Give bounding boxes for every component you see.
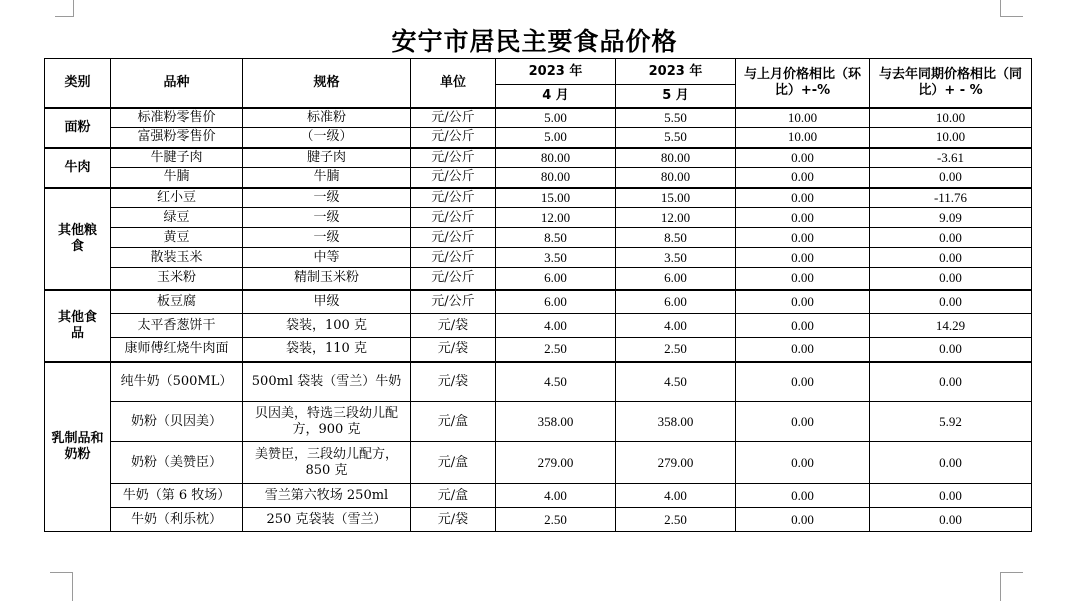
table-row bbox=[45, 402, 1032, 442]
price-apr-cell: 6.00 bbox=[496, 268, 616, 290]
unit-cell: 元/盒 bbox=[411, 484, 496, 508]
price-may-cell: 4.00 bbox=[616, 484, 736, 508]
price-may-cell: 6.00 bbox=[616, 268, 736, 290]
change-yoy-cell: 0.00 bbox=[870, 248, 1032, 268]
item-cell: 绿豆 bbox=[111, 208, 243, 228]
spec-cell: 中等 bbox=[243, 248, 411, 268]
change-yoy-cell: 10.00 bbox=[870, 128, 1032, 148]
change-mom-cell: 0.00 bbox=[736, 228, 870, 248]
unit-cell: 元/公斤 bbox=[411, 248, 496, 268]
change-mom-cell: 0.00 bbox=[736, 508, 870, 532]
item-cell: 牛腩 bbox=[111, 168, 243, 188]
price-apr-cell: 80.00 bbox=[496, 168, 616, 188]
item-cell: 标准粉零售价 bbox=[111, 108, 243, 128]
item-cell: 牛奶（第 6 牧场） bbox=[111, 484, 243, 508]
crop-mark-bottom-right bbox=[1000, 572, 1023, 601]
spec-cell: （一级） bbox=[243, 128, 411, 148]
unit-cell: 元/盒 bbox=[411, 402, 496, 442]
header-category: 类别 bbox=[45, 59, 111, 108]
price-may-cell: 4.00 bbox=[616, 314, 736, 338]
table-row bbox=[45, 148, 1032, 168]
spec-cell: 雪兰第六牧场 250ml bbox=[243, 484, 411, 508]
price-apr-cell: 80.00 bbox=[496, 148, 616, 168]
change-yoy-cell: 0.00 bbox=[870, 362, 1032, 402]
change-mom-cell: 10.00 bbox=[736, 108, 870, 128]
item-cell: 散装玉米 bbox=[111, 248, 243, 268]
change-yoy-cell: 0.00 bbox=[870, 508, 1032, 532]
change-yoy-cell: 0.00 bbox=[870, 442, 1032, 484]
price-may-cell: 2.50 bbox=[616, 338, 736, 362]
header-year-a: 2023 年 bbox=[496, 59, 616, 85]
table-row bbox=[45, 290, 1032, 314]
item-cell: 奶粉（美赞臣） bbox=[111, 442, 243, 484]
spec-cell: 标准粉 bbox=[243, 108, 411, 128]
header-spec: 规格 bbox=[243, 59, 411, 108]
header-item: 品种 bbox=[111, 59, 243, 108]
price-apr-cell: 15.00 bbox=[496, 188, 616, 208]
category-cell: 乳制品和奶粉 bbox=[45, 362, 111, 532]
table-row bbox=[45, 228, 1032, 248]
change-yoy-cell: 5.92 bbox=[870, 402, 1032, 442]
price-apr-cell: 4.00 bbox=[496, 314, 616, 338]
crop-mark-top-left bbox=[55, 0, 74, 17]
spec-cell: 袋装，100 克 bbox=[243, 314, 411, 338]
price-apr-cell: 3.50 bbox=[496, 248, 616, 268]
table-row bbox=[45, 248, 1032, 268]
header-mom: 与上月价格相比（环比）+-% bbox=[736, 59, 870, 108]
change-mom-cell: 0.00 bbox=[736, 208, 870, 228]
price-apr-cell: 279.00 bbox=[496, 442, 616, 484]
change-mom-cell: 0.00 bbox=[736, 248, 870, 268]
spec-cell: 精制玉米粉 bbox=[243, 268, 411, 290]
price-may-cell: 80.00 bbox=[616, 168, 736, 188]
price-may-cell: 5.50 bbox=[616, 108, 736, 128]
price-may-cell: 12.00 bbox=[616, 208, 736, 228]
item-cell: 牛腱子肉 bbox=[111, 148, 243, 168]
item-cell: 太平香葱饼干 bbox=[111, 314, 243, 338]
price-apr-cell: 4.50 bbox=[496, 362, 616, 402]
crop-mark-top-right bbox=[1000, 0, 1023, 17]
unit-cell: 元/袋 bbox=[411, 314, 496, 338]
unit-cell: 元/公斤 bbox=[411, 128, 496, 148]
category-cell: 其他粮食 bbox=[45, 188, 111, 290]
change-mom-cell: 0.00 bbox=[736, 402, 870, 442]
price-table bbox=[44, 58, 1032, 532]
item-cell: 黄豆 bbox=[111, 228, 243, 248]
table-row bbox=[45, 314, 1032, 338]
spec-cell: 美赞臣，三段幼儿配方，850 克 bbox=[243, 442, 411, 484]
unit-cell: 元/公斤 bbox=[411, 268, 496, 290]
spec-cell: 贝因美，特选三段幼儿配方，900 克 bbox=[243, 402, 411, 442]
spec-cell: 一级 bbox=[243, 188, 411, 208]
price-apr-cell: 4.00 bbox=[496, 484, 616, 508]
unit-cell: 元/袋 bbox=[411, 362, 496, 402]
item-cell: 玉米粉 bbox=[111, 268, 243, 290]
item-cell: 牛奶（利乐枕） bbox=[111, 508, 243, 532]
change-mom-cell: 0.00 bbox=[736, 442, 870, 484]
crop-mark-bottom-left bbox=[50, 572, 73, 601]
item-cell: 纯牛奶（500ML） bbox=[111, 362, 243, 402]
change-mom-cell: 0.00 bbox=[736, 314, 870, 338]
unit-cell: 元/公斤 bbox=[411, 168, 496, 188]
category-cell: 其他食品 bbox=[45, 290, 111, 362]
price-apr-cell: 8.50 bbox=[496, 228, 616, 248]
unit-cell: 元/袋 bbox=[411, 338, 496, 362]
change-yoy-cell: -11.76 bbox=[870, 188, 1032, 208]
price-may-cell: 4.50 bbox=[616, 362, 736, 402]
table-row bbox=[45, 362, 1032, 402]
price-may-cell: 3.50 bbox=[616, 248, 736, 268]
header-month-a: 4 月 bbox=[496, 85, 616, 108]
document-title: 安宁市居民主要食品价格 bbox=[391, 27, 678, 56]
table-row bbox=[45, 484, 1032, 508]
price-apr-cell: 2.50 bbox=[496, 508, 616, 532]
price-apr-cell: 12.00 bbox=[496, 208, 616, 228]
header-month-b: 5 月 bbox=[616, 85, 736, 108]
change-yoy-cell: 0.00 bbox=[870, 338, 1032, 362]
unit-cell: 元/盒 bbox=[411, 442, 496, 484]
change-yoy-cell: -3.61 bbox=[870, 148, 1032, 168]
change-mom-cell: 0.00 bbox=[736, 290, 870, 314]
change-yoy-cell: 0.00 bbox=[870, 268, 1032, 290]
spec-cell: 袋装，110 克 bbox=[243, 338, 411, 362]
price-may-cell: 358.00 bbox=[616, 402, 736, 442]
header-unit: 单位 bbox=[411, 59, 496, 108]
table-row bbox=[45, 168, 1032, 188]
spec-cell: 500ml 袋装（雪兰）牛奶 bbox=[243, 362, 411, 402]
change-mom-cell: 0.00 bbox=[736, 148, 870, 168]
price-apr-cell: 5.00 bbox=[496, 108, 616, 128]
spec-cell: 一级 bbox=[243, 228, 411, 248]
table-row bbox=[45, 188, 1032, 208]
unit-cell: 元/公斤 bbox=[411, 208, 496, 228]
unit-cell: 元/袋 bbox=[411, 508, 496, 532]
change-mom-cell: 0.00 bbox=[736, 484, 870, 508]
unit-cell: 元/公斤 bbox=[411, 108, 496, 128]
price-may-cell: 6.00 bbox=[616, 290, 736, 314]
table-row bbox=[45, 338, 1032, 362]
spec-cell: 牛腩 bbox=[243, 168, 411, 188]
change-mom-cell: 0.00 bbox=[736, 362, 870, 402]
price-may-cell: 2.50 bbox=[616, 508, 736, 532]
change-yoy-cell: 0.00 bbox=[870, 228, 1032, 248]
category-cell: 牛肉 bbox=[45, 148, 111, 188]
price-apr-cell: 2.50 bbox=[496, 338, 616, 362]
change-yoy-cell: 10.00 bbox=[870, 108, 1032, 128]
spec-cell: 甲级 bbox=[243, 290, 411, 314]
change-yoy-cell: 14.29 bbox=[870, 314, 1032, 338]
item-cell: 富强粉零售价 bbox=[111, 128, 243, 148]
item-cell: 红小豆 bbox=[111, 188, 243, 208]
spec-cell: 腱子肉 bbox=[243, 148, 411, 168]
price-may-cell: 8.50 bbox=[616, 228, 736, 248]
change-mom-cell: 0.00 bbox=[736, 188, 870, 208]
change-mom-cell: 0.00 bbox=[736, 168, 870, 188]
unit-cell: 元/公斤 bbox=[411, 290, 496, 314]
header-yoy: 与去年同期价格相比（同比）+ - % bbox=[870, 59, 1032, 108]
spec-cell: 一级 bbox=[243, 208, 411, 228]
header-year-b: 2023 年 bbox=[616, 59, 736, 85]
change-yoy-cell: 9.09 bbox=[870, 208, 1032, 228]
category-cell: 面粉 bbox=[45, 108, 111, 148]
item-cell: 板豆腐 bbox=[111, 290, 243, 314]
table-row bbox=[45, 268, 1032, 290]
price-may-cell: 80.00 bbox=[616, 148, 736, 168]
spec-cell: 250 克袋装（雪兰） bbox=[243, 508, 411, 532]
table-row bbox=[45, 442, 1032, 484]
price-may-cell: 15.00 bbox=[616, 188, 736, 208]
price-apr-cell: 5.00 bbox=[496, 128, 616, 148]
item-cell: 康师傅红烧牛肉面 bbox=[111, 338, 243, 362]
table-row bbox=[45, 128, 1032, 148]
table-row bbox=[45, 208, 1032, 228]
item-cell: 奶粉（贝因美） bbox=[111, 402, 243, 442]
price-apr-cell: 358.00 bbox=[496, 402, 616, 442]
price-apr-cell: 6.00 bbox=[496, 290, 616, 314]
change-mom-cell: 0.00 bbox=[736, 338, 870, 362]
unit-cell: 元/公斤 bbox=[411, 228, 496, 248]
price-may-cell: 279.00 bbox=[616, 442, 736, 484]
change-yoy-cell: 0.00 bbox=[870, 484, 1032, 508]
price-may-cell: 5.50 bbox=[616, 128, 736, 148]
unit-cell: 元/公斤 bbox=[411, 148, 496, 168]
change-yoy-cell: 0.00 bbox=[870, 168, 1032, 188]
unit-cell: 元/公斤 bbox=[411, 188, 496, 208]
change-mom-cell: 10.00 bbox=[736, 128, 870, 148]
change-yoy-cell: 0.00 bbox=[870, 290, 1032, 314]
table-row bbox=[45, 108, 1032, 128]
header-row-1 bbox=[45, 59, 1032, 85]
table-row bbox=[45, 508, 1032, 532]
change-mom-cell: 0.00 bbox=[736, 268, 870, 290]
